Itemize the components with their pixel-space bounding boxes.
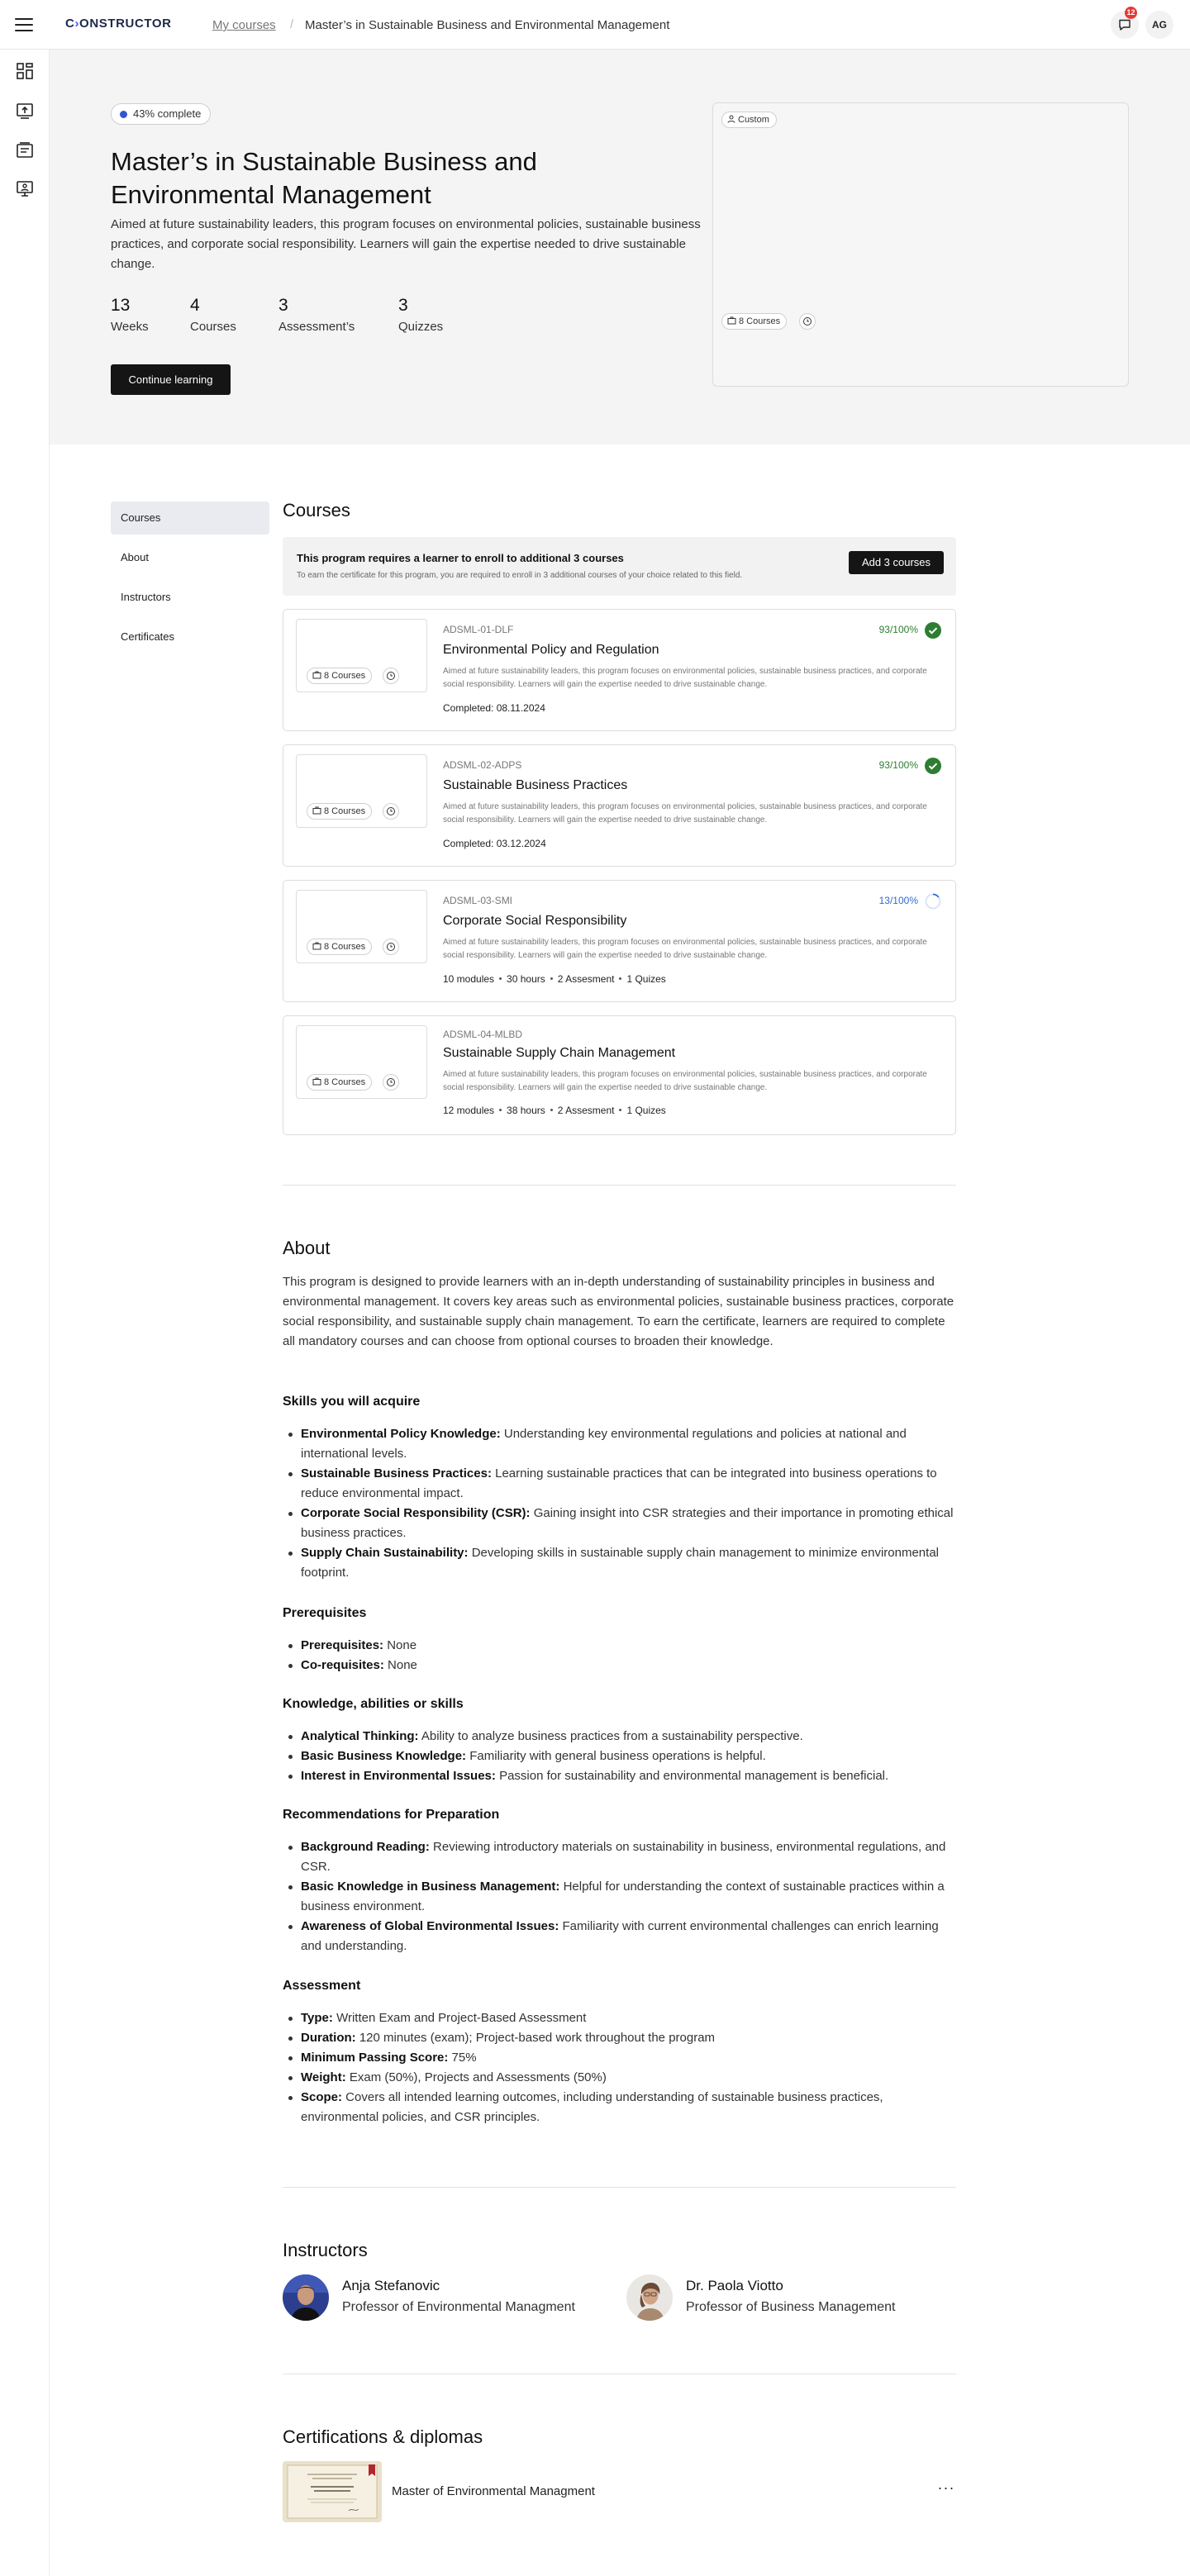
certificate-thumbnail	[283, 2461, 382, 2522]
section-divider	[283, 2187, 956, 2188]
list-item: Corporate Social Responsibility (CSR): Gaining insight into CSR strategies and their importance in promoting ethical business practices.	[301, 1504, 956, 1543]
clock-icon	[386, 806, 396, 816]
enroll-notice	[283, 537, 956, 596]
notification-badge: 12	[1125, 7, 1137, 19]
briefcase-icon	[312, 942, 321, 950]
courses-icon[interactable]	[16, 141, 34, 159]
course-code: ADSML-01-DLF	[443, 624, 514, 635]
stat-weeks: 13 Weeks	[111, 296, 149, 334]
skills-heading: Skills you will acquire	[283, 1395, 421, 1409]
enroll-notice-subtitle: To earn the certificate for this program, you are required to enroll in 3 additional courses of your choice related to this field.	[297, 571, 743, 580]
progress-dot-icon	[120, 111, 127, 118]
course-description: Aimed at future sustainability leaders, this program focuses on environmental policies, sustainable business practices, and corporate social responsibility. Learners will gain the expertise needed to drive sustainable change.	[443, 667, 927, 689]
list-item: Minimum Passing Score: 75%	[301, 2048, 956, 2068]
enroll-notice-title: This program requires a learner to enroll to additional 3 courses	[297, 552, 624, 564]
top-bar	[0, 0, 1190, 50]
program-title: Master’s in Sustainable Business and Environmental Management	[111, 147, 537, 209]
knowledge-list	[301, 1727, 956, 1786]
breadcrumb-separator: /	[290, 17, 294, 31]
course-description: Aimed at future sustainability leaders, this program focuses on environmental policies, sustainable business practices, and corporate social responsibility. Learners will gain the expertise needed to drive sustainable change.	[443, 802, 927, 825]
person-portrait-icon	[283, 2274, 329, 2321]
assessment-list	[301, 2008, 956, 2127]
list-item: Prerequisites: None	[301, 1636, 956, 1656]
left-rail	[0, 50, 50, 2576]
diploma-image-icon	[283, 2461, 382, 2522]
breadcrumb-current: Master’s in Sustainable Business and Environmental Management	[305, 18, 670, 32]
briefcase-icon	[312, 806, 321, 815]
list-item: Background Reading: Reviewing introductory materials on sustainability in business, environmental regulations, and CSR.	[301, 1837, 956, 1877]
breadcrumb-my-courses[interactable]: My courses	[212, 18, 276, 32]
duration-chip	[383, 1074, 399, 1091]
program-hero	[50, 50, 1190, 444]
list-item: Scope: Covers all intended learning outcomes, including understanding of sustainable business practices, environmental policies, and CSR principles.	[301, 2088, 956, 2127]
course-card[interactable]	[283, 880, 956, 1002]
recommendations-heading: Recommendations for Preparation	[283, 1808, 500, 1822]
section-nav-about[interactable]: About	[121, 551, 149, 563]
courses-count-tag: 8 Courses	[307, 803, 372, 820]
section-nav-certificates[interactable]: Certificates	[121, 630, 175, 643]
list-item: Co-requisites: None	[301, 1656, 956, 1675]
certificates-heading: Certifications & diplomas	[283, 2426, 483, 2447]
course-score: 93/100%	[878, 759, 918, 771]
section-divider	[283, 1185, 956, 1186]
briefcase-icon	[727, 316, 736, 325]
course-score: 93/100%	[878, 624, 918, 635]
courses-heading: Courses	[283, 500, 350, 520]
check-circle-icon	[925, 758, 941, 774]
instructor-photo	[283, 2274, 329, 2321]
course-meta: 12 modules 38 hours 2 Assesment 1 Quizes	[443, 1105, 666, 1116]
course-code: ADSML-02-ADPS	[443, 759, 522, 771]
certificate-item[interactable]	[283, 2461, 956, 2522]
program-cover-card	[712, 102, 1129, 387]
course-score: 13/100%	[878, 895, 918, 906]
list-item: Interest in Environmental Issues: Passion for sustainability and environmental management is beneficial.	[301, 1766, 956, 1786]
course-description: Aimed at future sustainability leaders, this program focuses on environmental policies, sustainable business practices, and corporate social responsibility. Learners will gain the expertise needed to drive sustainable change.	[443, 1070, 927, 1092]
course-card[interactable]	[283, 1015, 956, 1135]
course-title: Environmental Policy and Regulation	[443, 643, 659, 657]
user-icon	[727, 115, 735, 123]
user-avatar[interactable]: AG	[1145, 11, 1173, 39]
courses-count-tag: 8 Courses	[307, 939, 372, 955]
stat-courses: 4 Courses	[190, 296, 236, 334]
certificate-name: Master of Environmental Managment	[392, 2484, 595, 2498]
course-description: Aimed at future sustainability leaders, this program focuses on environmental policies, sustainable business practices, and corporate social responsibility. Learners will gain the expertise needed to drive sustainable change.	[443, 938, 927, 960]
list-item: Type: Written Exam and Project-Based Assessment	[301, 2008, 956, 2028]
knowledge-heading: Knowledge, abilities or skills	[283, 1697, 464, 1711]
list-item: Weight: Exam (50%), Projects and Assessments (50%)	[301, 2068, 956, 2088]
add-courses-button[interactable]: Add 3 courses	[849, 551, 944, 574]
clock-icon	[802, 316, 812, 326]
course-thumbnail	[296, 619, 427, 692]
course-code: ADSML-04-MLBD	[443, 1029, 523, 1040]
progress-pill: 43% complete	[111, 103, 211, 125]
program-description: Aimed at future sustainability leaders, this program focuses on environmental policies, sustainable business practices, and corporate social responsibility. Learners will gain the expertise needed to drive sustainable change.	[111, 217, 701, 271]
duration-chip	[383, 803, 399, 820]
stat-assessments: 3 Assessment’s	[278, 296, 355, 334]
about-paragraph: This program is designed to provide learners with an in-depth understanding of sustainability principles in business and environmental management. It covers key areas such as environmental policies, sustainable business practices, corporate social responsibility, and sustainable supply chain management. To earn the certificate, learners are required to complete all mandatory courses and can choose from optional courses to broaden their knowledge.	[283, 1275, 954, 1348]
prerequisites-list	[301, 1636, 956, 1675]
list-item: Supply Chain Sustainability: Developing skills in sustainable supply chain management to minimize environmental footprint.	[301, 1543, 956, 1583]
person-portrait-icon	[626, 2274, 673, 2321]
briefcase-icon	[312, 1077, 321, 1086]
course-code: ADSML-03-SMI	[443, 895, 513, 906]
upload-screen-icon[interactable]	[16, 102, 34, 120]
clock-icon	[386, 942, 396, 952]
course-title: Corporate Social Responsibility	[443, 914, 627, 928]
instructor-name: Dr. Paola Viotto	[686, 2278, 783, 2293]
list-item: Basic Knowledge in Business Management: Helpful for understanding the context of sustainable practices within a business environment.	[301, 1877, 956, 1917]
list-item: Analytical Thinking: Ability to analyze business practices from a sustainability perspective.	[301, 1727, 956, 1747]
stat-quizzes: 3 Quizzes	[398, 296, 444, 334]
duration-chip	[383, 939, 399, 955]
course-title: Sustainable Supply Chain Management	[443, 1046, 676, 1060]
course-title: Sustainable Business Practices	[443, 778, 628, 792]
course-card[interactable]	[283, 609, 956, 731]
prerequisites-heading: Prerequisites	[283, 1606, 367, 1620]
instructor-role: Professor of Business Management	[686, 2300, 896, 2314]
continue-learning-button[interactable]: Continue learning	[111, 364, 231, 395]
instructor-name: Anja Stefanovic	[342, 2278, 440, 2293]
duration-chip	[383, 668, 399, 684]
list-item: Duration: 120 minutes (exam); Project-based work throughout the program	[301, 2028, 956, 2048]
course-card[interactable]	[283, 744, 956, 867]
dashboard-icon[interactable]	[16, 62, 34, 80]
course-completed-date: Completed: 03.12.2024	[443, 838, 546, 849]
briefcase-icon	[312, 671, 321, 679]
course-completed-date: Completed: 08.11.2024	[443, 702, 545, 714]
logo[interactable]: C›ONSTRUCTOR	[65, 17, 172, 31]
list-item: Sustainable Business Practices: Learning sustainable practices that can be integrated into business operations to reduce environmental impact.	[301, 1464, 956, 1504]
about-heading: About	[283, 1238, 331, 1258]
clock-icon	[386, 671, 396, 681]
instructors-heading: Instructors	[283, 2240, 368, 2260]
more-options-icon[interactable]: ···	[937, 2479, 955, 2496]
clock-icon	[386, 1077, 396, 1087]
instructor-role: Professor of Environmental Managment	[342, 2300, 575, 2314]
section-nav-instructors[interactable]: Instructors	[121, 591, 171, 603]
menu-icon[interactable]	[15, 15, 33, 33]
list-item: Basic Business Knowledge: Familiarity with general business operations is helpful.	[301, 1747, 956, 1766]
instructor-photo	[626, 2274, 673, 2321]
skills-list	[301, 1424, 956, 1583]
list-item: Awareness of Global Environmental Issues: Familiarity with current environmental challenges can enrich learning and understanding.	[301, 1917, 956, 1956]
courses-count-tag: 8 Courses	[307, 668, 372, 684]
duration-chip	[799, 313, 816, 330]
presentation-icon[interactable]	[16, 179, 34, 197]
check-circle-icon	[925, 622, 941, 639]
courses-count-tag: 8 Courses	[721, 313, 787, 330]
course-thumbnail	[296, 890, 427, 963]
course-thumbnail	[296, 754, 427, 828]
recommendations-list	[301, 1837, 956, 1956]
courses-count-tag: 8 Courses	[307, 1074, 372, 1091]
list-item: Environmental Policy Knowledge: Understanding key environmental regulations and policies at national and international levels.	[301, 1424, 956, 1464]
progress-ring-icon	[925, 893, 941, 910]
chat-icon	[1118, 18, 1131, 31]
section-nav-courses[interactable]: Courses	[111, 501, 269, 535]
course-meta: 10 modules 30 hours 2 Assesment 1 Quizes	[443, 973, 666, 985]
section-nav	[111, 501, 269, 660]
custom-tag: Custom	[721, 112, 777, 128]
assessment-heading: Assessment	[283, 1979, 361, 1993]
course-thumbnail	[296, 1025, 427, 1099]
